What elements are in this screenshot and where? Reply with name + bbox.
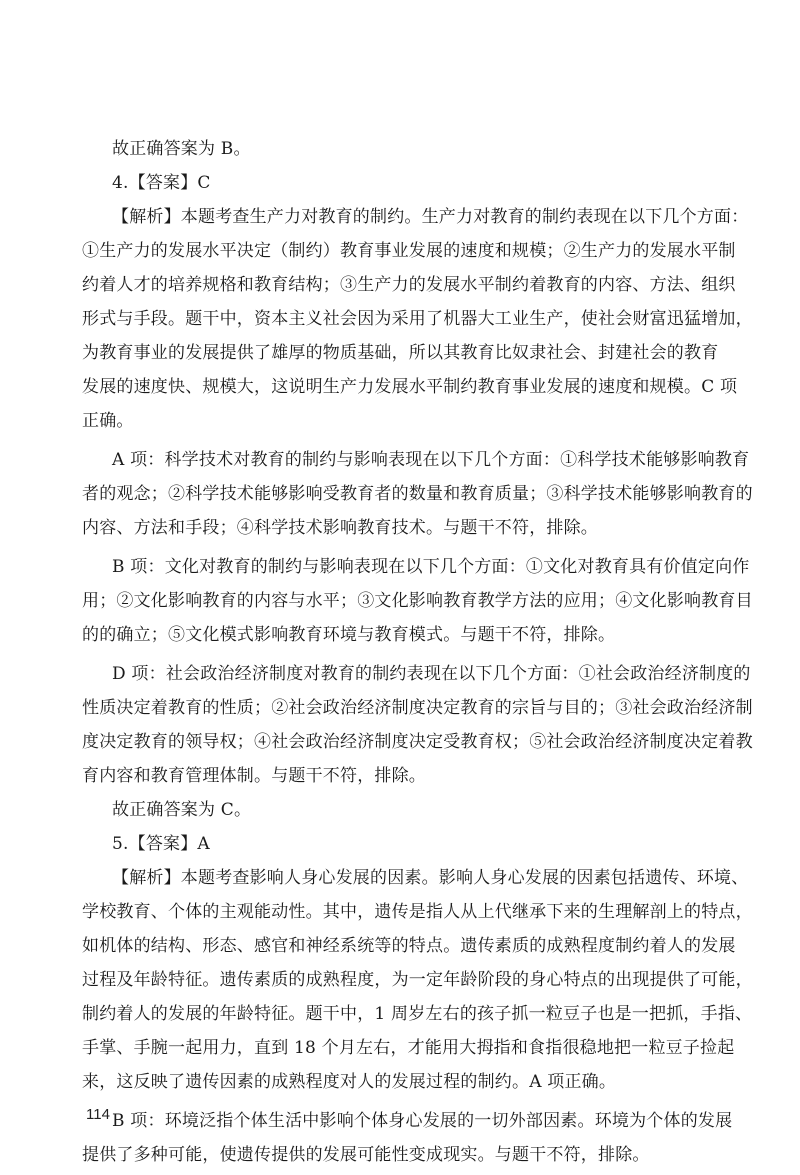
text-line: 内容、方法和手段；④科学技术影响教育技术。与题干不符，排除。 — [82, 518, 598, 538]
text-line: 正确。 — [82, 411, 134, 431]
text-line: 度决定教育的领导权；④社会政治经济制度决定受教育权；⑤社会政治经济制度决定着教 — [82, 732, 753, 752]
text-line: 来，这反映了遗传因素的成熟程度对人的发展过程的制约。A 项正确。 — [82, 1072, 617, 1092]
text-line: 故正确答案为 B。 — [112, 139, 251, 159]
option-b-explanation: B 项：文化对教育的制约与影响表现在以下几个方面：①文化对教育具有价值定向作 — [112, 557, 750, 577]
text-line: 育内容和教育管理体制。与题干不符，排除。 — [82, 766, 426, 786]
text-line: 手掌、手腕一起用力，直到 18 个月左右，才能用大拇指和食指很稳地把一粒豆子捡起 — [82, 1038, 735, 1058]
text-line: 性质决定着教育的性质；②社会政治经济制度决定教育的宗旨与目的；③社会政治经济制 — [82, 698, 753, 718]
text-line: 用；②文化影响教育的内容与水平；③文化影响教育教学方法的应用；④文化影响教育目 — [82, 591, 753, 611]
text-line: 提供了多种可能，使遗传提供的发展可能性变成现实。与题干不符，排除。 — [82, 1145, 650, 1165]
text-line: 发展的速度快、规模大，这说明生产力发展水平制约教育事业发展的速度和规模。C 项 — [82, 377, 738, 397]
text-line: 过程及年龄特征。遗传素质的成熟程度，为一定年龄阶段的身心特点的出现提供了可能， — [82, 970, 753, 990]
option-d-explanation: D 项：社会政治经济制度对教育的制约表现在以下几个方面：①社会政治经济制度的 — [112, 664, 751, 684]
text-line: 故正确答案为 C。 — [112, 800, 252, 820]
question-4-analysis: 【解析】本题考查生产力对教育的制约。生产力对教育的制约表现在以下几个方面： — [112, 207, 749, 227]
text-line: ①生产力的发展水平决定（制约）教育事业发展的速度和规模；②生产力的发展水平制 — [82, 241, 736, 261]
text-line: 制约着人的发展的年龄特征。题干中，1 周岁左右的孩子抓一粒豆子也是一把抓，手指、 — [82, 1004, 753, 1024]
text-line: 的的确立；⑤文化模式影响教育环境与教育模式。与题干不符，排除。 — [82, 625, 616, 645]
question-5-answer: 5.【答案】A — [112, 834, 210, 854]
text-line: 学校教育、个体的主观能动性。其中，遗传是指人从上代继承下来的生理解剖上的特点， — [82, 902, 753, 922]
page-number: 114 — [86, 1106, 110, 1123]
text-line: 形式与手段。题干中，资本主义社会因为采用了机器大工业生产，使社会财富迅猛增加， — [82, 309, 753, 329]
text-line: 约着人才的培养规格和教育结构；③生产力的发展水平制约着教育的内容、方法、组织 — [82, 275, 736, 295]
option-a-explanation: A 项：科学技术对教育的制约与影响表现在以下几个方面：①科学技术能够影响教育 — [112, 450, 750, 470]
text-line: 为教育事业的发展提供了雄厚的物质基础，所以其教育比奴隶社会、封建社会的教育 — [82, 343, 719, 363]
text-line: 者的观念；②科学技术能够影响受教育者的数量和教育质量；③科学技术能够影响教育的 — [82, 484, 753, 504]
text-line: 如机体的结构、形态、感官和神经系统等的特点。遗传素质的成熟程度制约着人的发展 — [82, 936, 736, 956]
option-b-explanation-q5: B 项：环境泛指个体生活中影响个体身心发展的一切外部因素。环境为个体的发展 — [112, 1111, 733, 1131]
question-5-analysis: 【解析】本题考查影响人身心发展的因素。影响人身心发展的因素包括遗传、环境、 — [112, 868, 749, 888]
question-4-answer: 4.【答案】C — [112, 173, 211, 193]
page-body — [82, 132, 753, 1172]
